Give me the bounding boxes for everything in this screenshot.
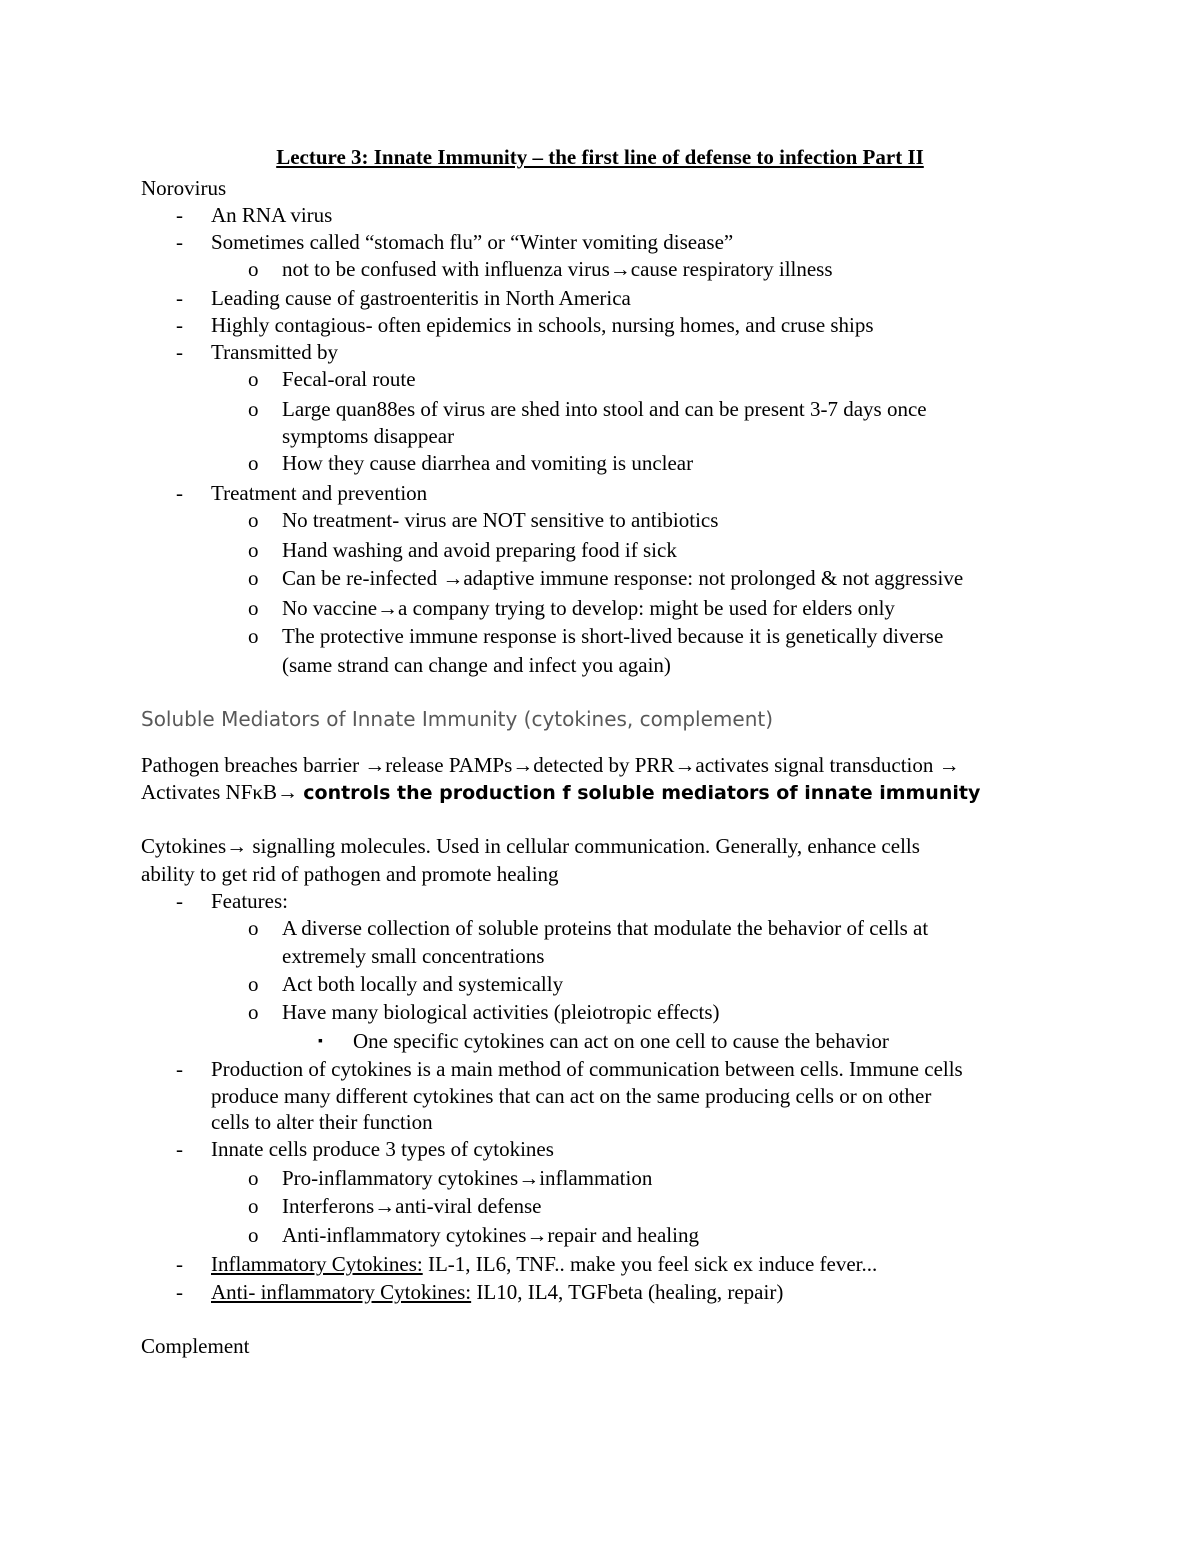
circle-bullet: o <box>248 367 259 391</box>
complement-heading: Complement <box>141 1334 250 1358</box>
square-bullet: ▪ <box>318 1034 323 1049</box>
dash-bullet: - <box>176 313 183 337</box>
dash-bullet: - <box>176 1252 183 1276</box>
list-item: not to be confused with influenza virus→cause respiratory illness <box>282 257 833 281</box>
list-item: One specific cytokines can act on one cell to cause the behavior <box>353 1029 889 1053</box>
list-item: No treatment- virus are NOT sensitive to antibiotics <box>282 508 719 532</box>
pathway-text: Pathogen breaches barrier →release PAMPs→detected by PRR→activates signal transduction → <box>141 753 960 777</box>
list-item-continuation: symptoms disappear <box>282 424 455 448</box>
circle-bullet: o <box>248 596 259 620</box>
list-item: Features: <box>211 889 288 913</box>
list-item: Sometimes called “stomach flu” or “Winter vomiting disease” <box>211 230 734 254</box>
list-item: Treatment and prevention <box>211 481 428 505</box>
circle-bullet: o <box>248 397 259 421</box>
list-item: How they cause diarrhea and vomiting is unclear <box>282 451 694 475</box>
circle-bullet: o <box>248 508 259 532</box>
circle-bullet: o <box>248 257 259 281</box>
inflammatory-cytokines-label: Inflammatory Cytokines: <box>211 1252 423 1276</box>
circle-bullet: o <box>248 566 259 590</box>
list-item: Leading cause of gastroenteritis in North America <box>211 286 631 310</box>
norovirus-heading: Norovirus <box>141 176 227 200</box>
list-item: Hand washing and avoid preparing food if sick <box>282 538 677 562</box>
dash-bullet: - <box>176 481 183 505</box>
list-item: Interferons→anti-viral defense <box>282 1194 542 1218</box>
list-item-anti-inflammatory <box>211 1279 783 1306</box>
anti-inflammatory-cytokines-text: IL10, IL4, TGFbeta (healing, repair) <box>471 1280 784 1304</box>
list-item: Anti-inflammatory cytokines→repair and healing <box>282 1223 699 1247</box>
list-item: Have many biological activities (pleiotropic effects) <box>282 1000 720 1024</box>
list-item: Transmitted by <box>211 340 338 364</box>
list-item-continuation: produce many different cytokines that can act on the same producing cells or on other <box>211 1084 932 1108</box>
dash-bullet: - <box>176 1137 183 1161</box>
dash-bullet: - <box>176 889 183 913</box>
pathway-text-bold: controls the production f soluble mediators of innate immunity <box>303 782 981 804</box>
dash-bullet: - <box>176 203 183 227</box>
list-item: Fecal-oral route <box>282 367 416 391</box>
pathway-text-line2 <box>141 779 980 807</box>
circle-bullet: o <box>248 451 259 475</box>
circle-bullet: o <box>248 1166 259 1190</box>
list-item: Highly contagious- often epidemics in schools, nursing homes, and cruse ships <box>211 313 874 337</box>
circle-bullet: o <box>248 1000 259 1024</box>
list-item: Act both locally and systemically <box>282 972 564 996</box>
circle-bullet: o <box>248 1194 259 1218</box>
dash-bullet: - <box>176 1057 183 1081</box>
dash-bullet: - <box>176 340 183 364</box>
list-item: Can be re-infected →adaptive immune response: not prolonged & not aggressive <box>282 566 964 590</box>
circle-bullet: o <box>248 1223 259 1247</box>
cytokines-intro-continuation: ability to get rid of pathogen and promote healing <box>141 862 559 886</box>
list-item: Pro-inflammatory cytokines→inflammation <box>282 1166 653 1190</box>
cytokines-intro: Cytokines→ signalling molecules. Used in cellular communication. Generally, enhance cells <box>141 834 920 858</box>
pathway-text-plain: Activates NFκB→ <box>141 780 304 804</box>
anti-inflammatory-cytokines-label: Anti- inflammatory Cytokines: <box>211 1280 472 1304</box>
circle-bullet: o <box>248 624 259 648</box>
list-item-inflammatory <box>211 1251 877 1278</box>
dash-bullet: - <box>176 286 183 310</box>
list-item: Production of cytokines is a main method of communication between cells. Immune cells <box>211 1057 963 1081</box>
section-heading-soluble-mediators: Soluble Mediators of Innate Immunity (cytokines, complement) <box>141 707 774 731</box>
list-item: An RNA virus <box>211 203 333 227</box>
list-item: Innate cells produce 3 types of cytokines <box>211 1137 554 1161</box>
circle-bullet: o <box>248 538 259 562</box>
list-item-continuation: cells to alter their function <box>211 1110 433 1134</box>
list-item: A diverse collection of soluble proteins that modulate the behavior of cells at <box>282 916 929 940</box>
list-item-continuation: (same strand can change and infect you again) <box>282 653 671 677</box>
inflammatory-cytokines-text: IL-1, IL6, TNF.. make you feel sick ex induce fever... <box>422 1252 878 1276</box>
dash-bullet: - <box>176 230 183 254</box>
list-item: No vaccine→a company trying to develop: might be used for elders only <box>282 596 895 620</box>
dash-bullet: - <box>176 1280 183 1304</box>
page-title: Lecture 3: Innate Immunity – the first line of defense to infection Part II <box>276 145 924 169</box>
list-item: Large quan88es of virus are shed into stool and can be present 3-7 days once <box>282 397 927 421</box>
circle-bullet: o <box>248 972 259 996</box>
list-item-continuation: extremely small concentrations <box>282 944 545 968</box>
circle-bullet: o <box>248 916 259 940</box>
list-item: The protective immune response is short-lived because it is genetically diverse <box>282 624 944 648</box>
